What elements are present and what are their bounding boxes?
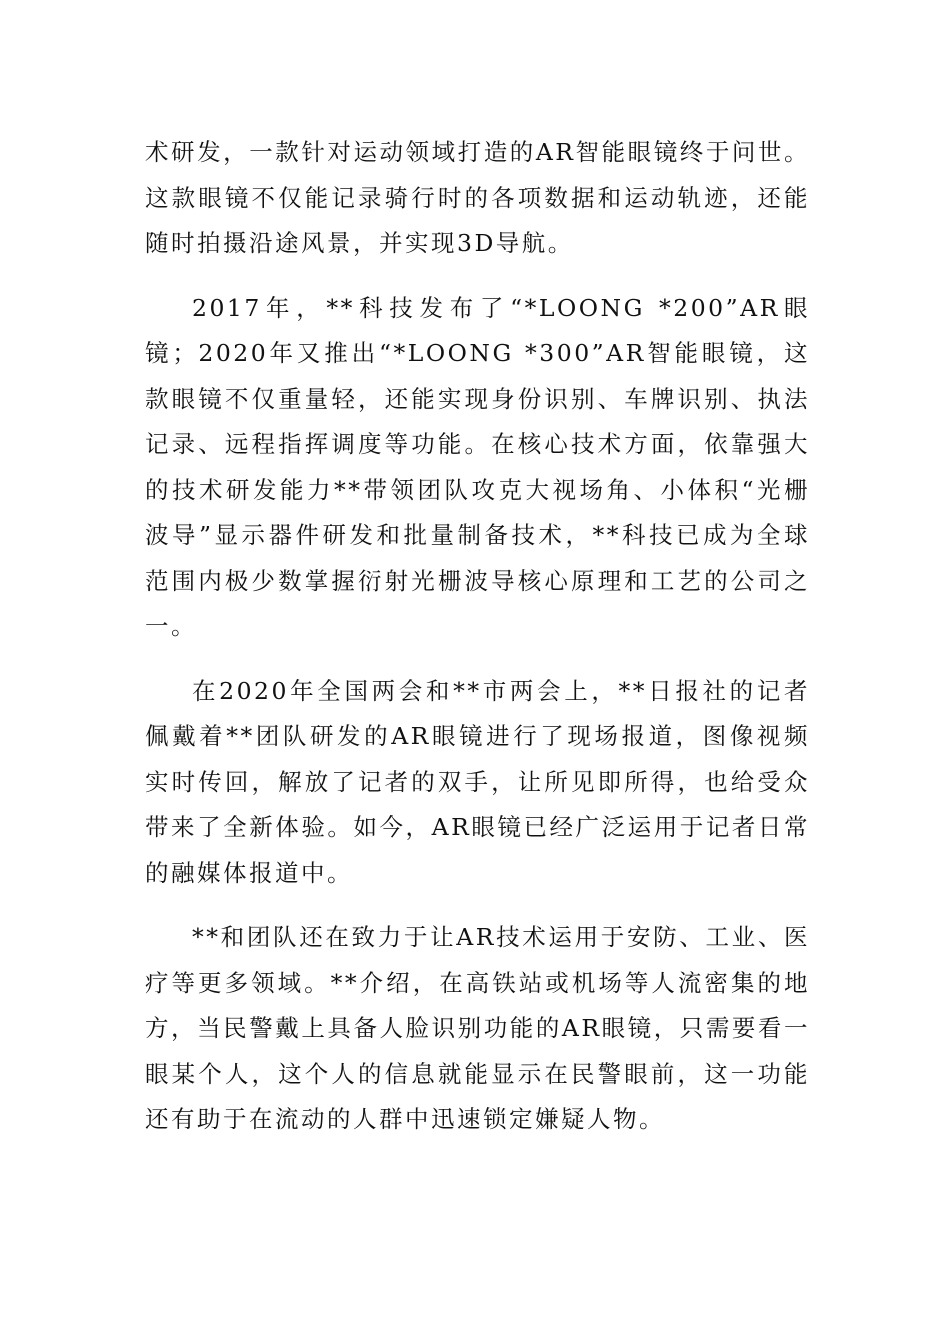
document-body bbox=[145, 130, 810, 1162]
paragraph-two-sessions: 在2020年全国两会和**市两会上，**日报社的记者佩戴着**团队研发的AR眼镜进行了现场报道，图像视频实时传回，解放了记者的双手，让所见即所得，也给受众带来了全新体验。如今，AR眼镜已经广泛运用于记者日常的融媒体报道中。 bbox=[145, 676, 810, 887]
paragraph-loong-glasses: 2017年，**科技发布了“*LOONG *200”AR眼镜；2020年又推出“*LOONG *300”AR智能眼镜，这款眼镜不仅重量轻，还能实现身份识别、车牌识别、执法记录、远程指挥调度等功能。在核心技术方面，依靠强大的技术研发能力**带领团队攻克大视场角、小体积“光栅波导”显示器件研发和批量制备技术，**科技已成为全球范围内极少数掌握衍射光栅波导核心原理和工艺的公司之一。 bbox=[145, 293, 810, 640]
paragraph-continuation: 术研发，一款针对运动领域打造的AR智能眼镜终于问世。这款眼镜不仅能记录骑行时的各项数据和运动轨迹，还能随时拍摄沿途风景，并实现3D导航。 bbox=[145, 138, 810, 257]
paragraph-security-applications: **和团队还在致力于让AR技术运用于安防、工业、医疗等更多领域。**介绍，在高铁站或机场等人流密集的地方，当民警戴上具备人脸识别功能的AR眼镜，只需要看一眼某个人，这个人的信息就能显示在民警眼前，这一功能还有助于在流动的人群中迅速锁定嫌疑人物。 bbox=[145, 923, 810, 1133]
